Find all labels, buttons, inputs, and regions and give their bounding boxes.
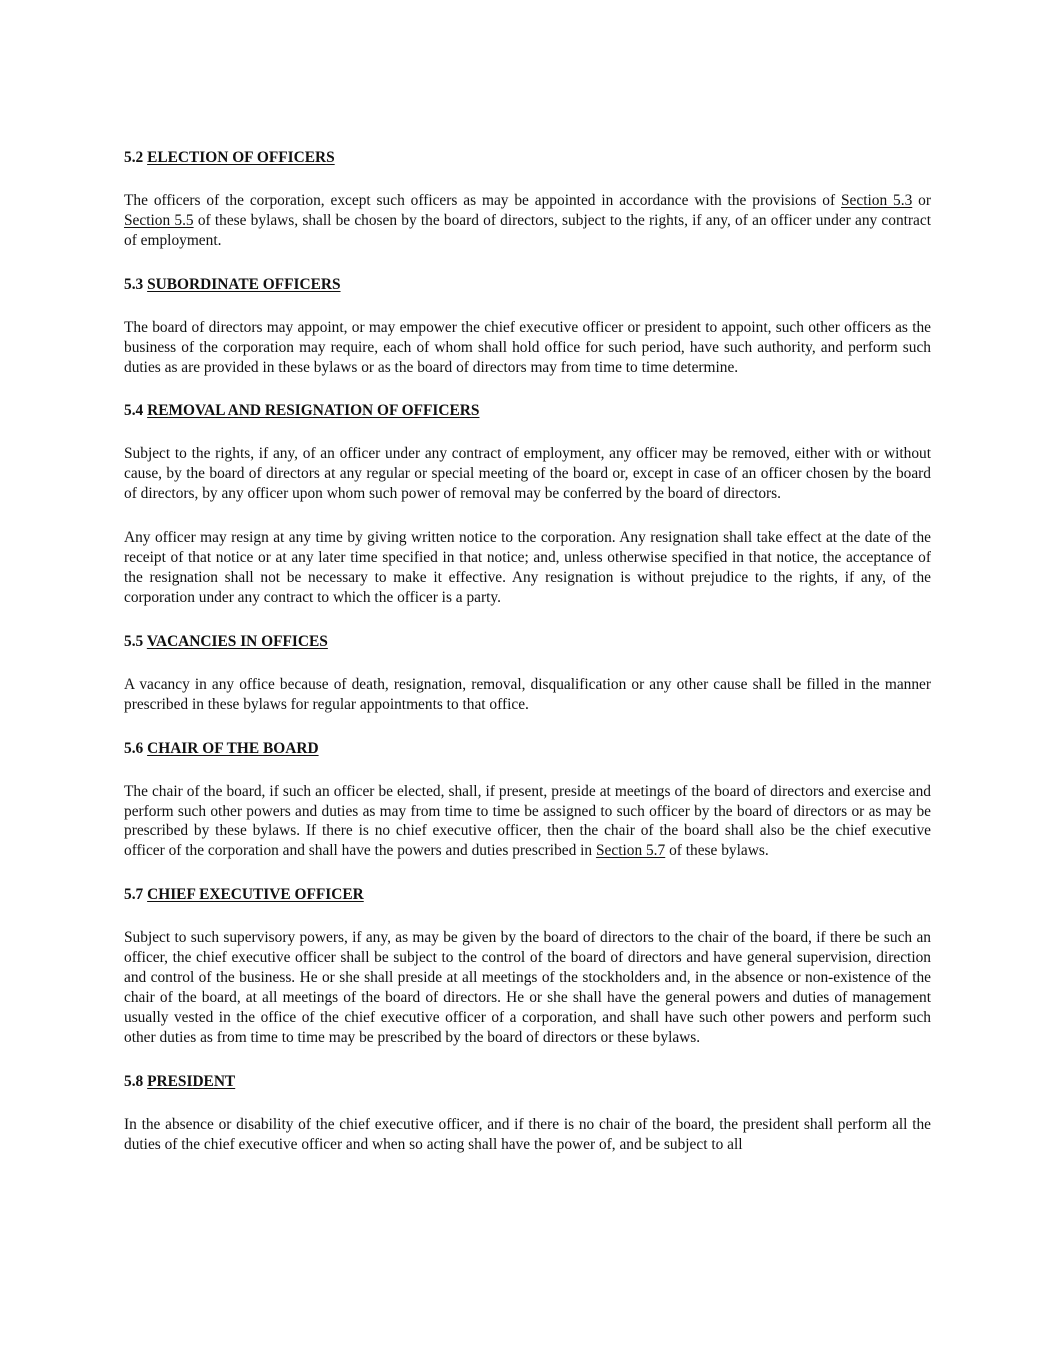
section-paragraph: A vacancy in any office because of death, resignation, removal, disqualification or any other cause shall be filled in the manner prescribed in these bylaws for regular appointments to that office. <box>124 675 931 713</box>
section-reference-link[interactable]: Section 5.5 <box>124 211 194 229</box>
section-paragraph: Subject to such supervisory powers, if any, as may be given by the board of directors to the chair of the board, if there be such an officer, the chief executive officer shall be subject to the control of the board of directors and have general supervision, direction and control of the business. He or she shall preside at all meetings of the stockholders and, in the absence or non-existence of the chair of the board, at all meetings of the board of directors. He or she shall have the general powers and duties of management usually vested in the office of the chief executive officer of a corporation, and shall have such other powers and perform such other duties as from time to time may be prescribed by the board of directors or these bylaws. <box>124 929 931 1046</box>
section-number: 5.4 <box>124 402 144 420</box>
section-number: 5.7 <box>124 886 144 904</box>
section-number: 5.3 <box>124 275 144 293</box>
paragraph-text: of these bylaws. <box>665 842 769 860</box>
paragraph-text: of these bylaws, shall be chosen by the board of directors, subject to the rights, if any, of an officer under any contract of employment. <box>124 211 931 249</box>
section-title: ELECTION OF OFFICERS <box>147 149 335 166</box>
document-page <box>124 148 931 1178</box>
section-title: CHAIR OF THE BOARD <box>147 739 319 757</box>
section-title: REMOVAL AND RESIGNATION OF OFFICERS <box>147 402 480 420</box>
section-paragraph <box>124 782 931 862</box>
section-paragraph: In the absence or disability of the chief executive officer, and if there is no chair of the board, the president shall perform all the duties of the chief executive officer and when so acting shall have the power of, and be subject to all <box>124 1115 931 1153</box>
section-heading-5-3 <box>124 275 931 295</box>
section-title: PRESIDENT <box>147 1072 236 1090</box>
section-heading-5-5 <box>124 632 931 652</box>
section-title: CHIEF EXECUTIVE OFFICER <box>147 886 364 904</box>
section-number: 5.2 <box>124 149 144 166</box>
paragraph-text: The chair of the board, if such an officer be elected, shall, if present, preside at meetings of the board of directors and exercise and perform such other powers and duties as may from time to time be assigned to such officer by the board of directors or as may be prescribed by these bylaws. If there is no chief executive officer, then the chair of the board shall also be the chief executive officer of the corporation and shall have the powers and duties prescribed in <box>124 782 931 860</box>
section-number: 5.6 <box>124 739 144 757</box>
section-number: 5.8 <box>124 1072 144 1090</box>
section-title: SUBORDINATE OFFICERS <box>147 275 341 293</box>
section-heading-5-6 <box>124 739 931 759</box>
section-title: VACANCIES IN OFFICES <box>146 632 328 650</box>
section-paragraph <box>124 191 931 251</box>
section-paragraph: The board of directors may appoint, or may empower the chief executive officer or president to appoint, such other officers as the business of the corporation may require, each of whom shall hold office for such period, have such authority, and perform such duties as are provided in these bylaws or as the board of directors may from time to time determine. <box>124 318 931 376</box>
section-reference-link[interactable]: Section 5.7 <box>595 842 666 860</box>
section-number: 5.5 <box>124 632 144 650</box>
section-heading-5-8 <box>124 1072 931 1092</box>
section-heading-5-2 <box>124 148 931 168</box>
section-reference-link[interactable]: Section 5.3 <box>840 192 913 209</box>
section-paragraph: Subject to the rights, if any, of an officer under any contract of employment, any officer may be removed, either with or without cause, by the board of directors at any regular or special meeting of the board or, except in case of an officer chosen by the board of directors, by any officer upon whom such power of removal may be conferred by the board of directors. <box>124 445 931 503</box>
section-heading-5-4 <box>124 401 931 421</box>
section-heading-5-7 <box>124 885 931 905</box>
paragraph-text: The officers of the corporation, except such officers as may be appointed in accordance with the provisions of <box>124 192 841 209</box>
paragraph-text: or <box>912 192 931 209</box>
section-paragraph: Any officer may resign at any time by giving written notice to the corporation. Any resignation shall take effect at the date of the receipt of that notice or at any later time specified in that notice; and, unless otherwise specified in that notice, the acceptance of the resignation shall not be necessary to make it effective. Any resignation is without prejudice to the rights, if any, of the corporation under any contract to which the officer is a party. <box>124 529 931 606</box>
